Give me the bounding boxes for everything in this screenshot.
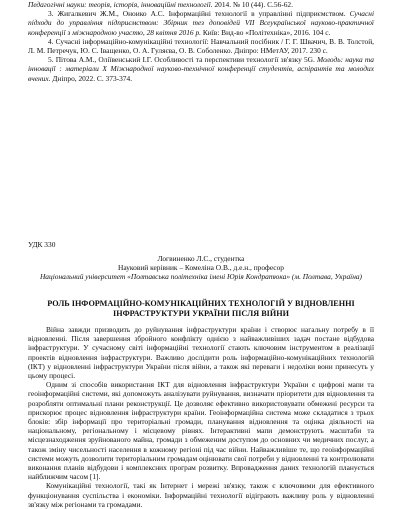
reference-italic: Молодь: наука та інновації : матеріали Х Міжнародної науково-технічної конференції студентів, аспірантів та молодих вчених. [28, 55, 374, 83]
reference-number: 3. [48, 9, 54, 19]
reference-number: 5. [48, 55, 54, 65]
affiliation: Національний університет «Полтавська політехніка імені Юрія Кондратюка» (м. Полтава, Україна) [39, 272, 363, 282]
paragraph: Одним зі способів використання ІКТ для відновлення інфраструктури України є цифрові мапи та геоінформаційні системи, які допоможуть аналізувати руйнування, визначати пріоритети для відновлення та розробляти оптимальні плани реконструкції. Це дозволяє ефективно використовувати обмежені ресурси та прискорює процес відновлення інфраструктури країни. Геоінформаційна система може складатися з трьох блоків: збір інформації про територіальні громади, планування відновлення та оцінка діяльності на національному, регіональному і місцевому рівнях. Інтерактивні мапи демонструють масштаби та місцезнаходження зруйнованого майна, громади з обмеженим доступом до основних чи медичних послуг, а також зміну чисельності населення в кожному регіоні під час війни. Найважливіше те, що геоінформаційні системи можуть дозволити територіальним громадам оцінювати свої потреби у відновленні та контролювати виконання планів відбудови і комплексних програм розвитку. Впровадження даних технологій планується найближчим часом [1]. [28, 380, 374, 482]
reference-list [28, 0, 374, 83]
reference-tail: 2014. № 10 (44). С.56-62. [212, 0, 293, 9]
udk-code: УДК 330 [28, 240, 56, 249]
reference-italic: Педагогічні науки: теорія, історія, інноваційні технології. [28, 0, 213, 9]
reference-text: Жигалкевич Ж.М., Оноико А.С. Інформаційні технології в управлінні підприємством. [53, 9, 350, 19]
paragraph: Війна завжди призводить до руйнування інфраструктури країни і створює нагальну потребу в її відновленні. Після завершення збройного конфлікту однією з найважливіших задач постане відбудова інфраструктури. У сучасному світі інформаційні технології стають ключовим інструментом в реалізації проектів відновлення інфраструктури. Важливо дослідити роль інформаційно-комунікаційних технологій (ІКТ) у відновленні інфраструктури України після війни, а також які переваги і недоліки вони принесуть у цьому процесі. [28, 325, 374, 381]
reference-item [28, 55, 374, 83]
supervisor-name: Науковий керівник – Комеліна О.В., д.е.н., професор [118, 263, 284, 273]
reference-text: Сучасні інформаційно-комунікаційні технології: Навчальний посібник / Г. Г. Швачич, В. В. Толстой, Л. М. Петречук, Ю. С. Іващенко, О. А. Гуляєва, О. В. Соболенко. Дніпро: НМетАУ, 2017. 230 с. [28, 36, 374, 56]
reference-tail: Київ: Вид-во «Політехніка», 2016. 104 с. [201, 27, 331, 37]
reference-item [28, 9, 374, 37]
paper-title: РОЛЬ ІНФОРМАЦІЙНО-КОМУНІКАЦІЙНИХ ТЕХНОЛОГІЙ У ВІДНОВЛЕННІ ІНФРАСТРУКТУРИ УКРАЇНИ ПІСЛЯ ВІЙНИ [47, 299, 355, 318]
body-text [28, 325, 374, 509]
reference-item [28, 0, 374, 9]
paragraph: Комунікаційні технології, такі як Інтернет і мережі зв'язку, також є ключовими для ефективного функціонування суспільства і економіки. Інформаційні технології відіграють важливу роль у відновленні зв'язку між регіонами та громадами. [28, 481, 374, 509]
reference-number: 4. [48, 36, 54, 46]
reference-text: Пітова А.М., Оліївенський І.Г. Особливості та перспективи технології зв'язку 5G. [53, 55, 318, 65]
author-block [28, 254, 374, 282]
reference-tail: Дніпро, 2022. С. 373-374. [50, 73, 133, 83]
author-name: Логвиненко Л.С., студентка [157, 254, 245, 263]
reference-italic: Сучасні підходи до управління підприємством: Збірник тез доповідей VII Всеукраїнської науково-практичної конференції з міжнародною участю, 28 квітня 2016 р. [28, 9, 374, 37]
reference-item [28, 37, 374, 55]
